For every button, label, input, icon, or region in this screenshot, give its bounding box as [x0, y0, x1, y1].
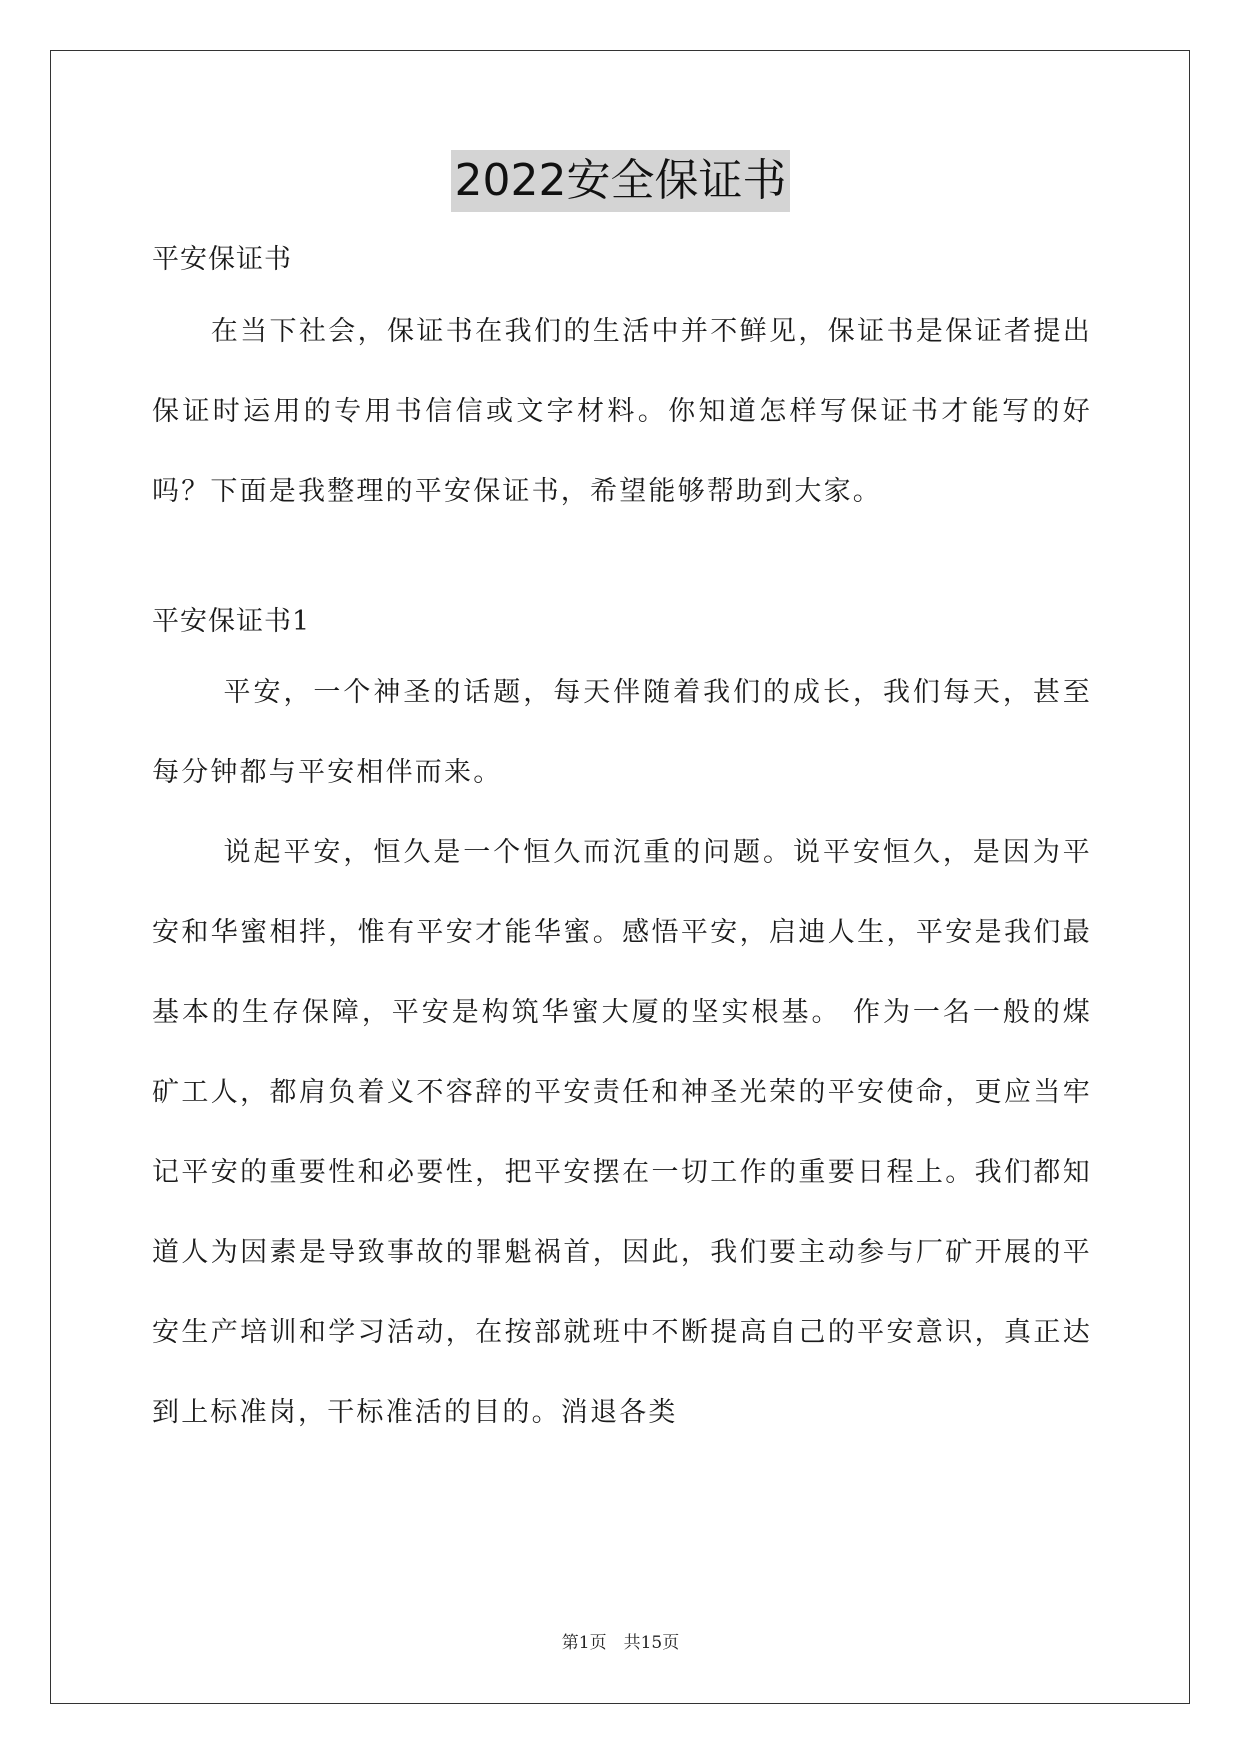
section-heading: 平安保证书	[152, 244, 292, 275]
document-title-text: 2022安全保证书	[451, 150, 791, 212]
document-title	[0, 150, 1241, 212]
page-footer: 第1页 共15页	[561, 1633, 680, 1653]
body-paragraph-2: 说起平安，恒久是一个恒久而沉重的问题。说平安恒久，是因为平安和华蜜相拌，惟有平安才能华蜜。感悟平安，启迪人生，平安是我们最基本的生存保障，平安是构筑华蜜大厦的坚实根基。 作为一名一般的煤矿工人，都肩负着义不容辞的平安责任和神圣光荣的平安使命，更应当牢记平安的重要性和必要性，把平安摆在一切工作的重要日程上。我们都知道人为因素是导致事故的罪魁祸首，因此，我们要主动参与厂矿开展的平安生产培训和学习活动，在按部就班中不断提高自己的平安意识，真正达到上标准岗，干标准活的目的。消退各类	[152, 837, 1092, 1428]
section-heading-1: 平安保证书1	[152, 606, 311, 637]
intro-paragraph: 在当下社会，保证书在我们的生活中并不鲜见，保证书是保证者提出保证时运用的专用书信信或文字材料。你知道怎样写保证书才能写的好吗？下面是我整理的平安保证书，希望能够帮助到大家。	[152, 316, 1092, 507]
body-paragraph-1: 平安，一个神圣的话题，每天伴随着我们的成长，我们每天，甚至每分钟都与平安相伴而来。	[152, 677, 1092, 788]
